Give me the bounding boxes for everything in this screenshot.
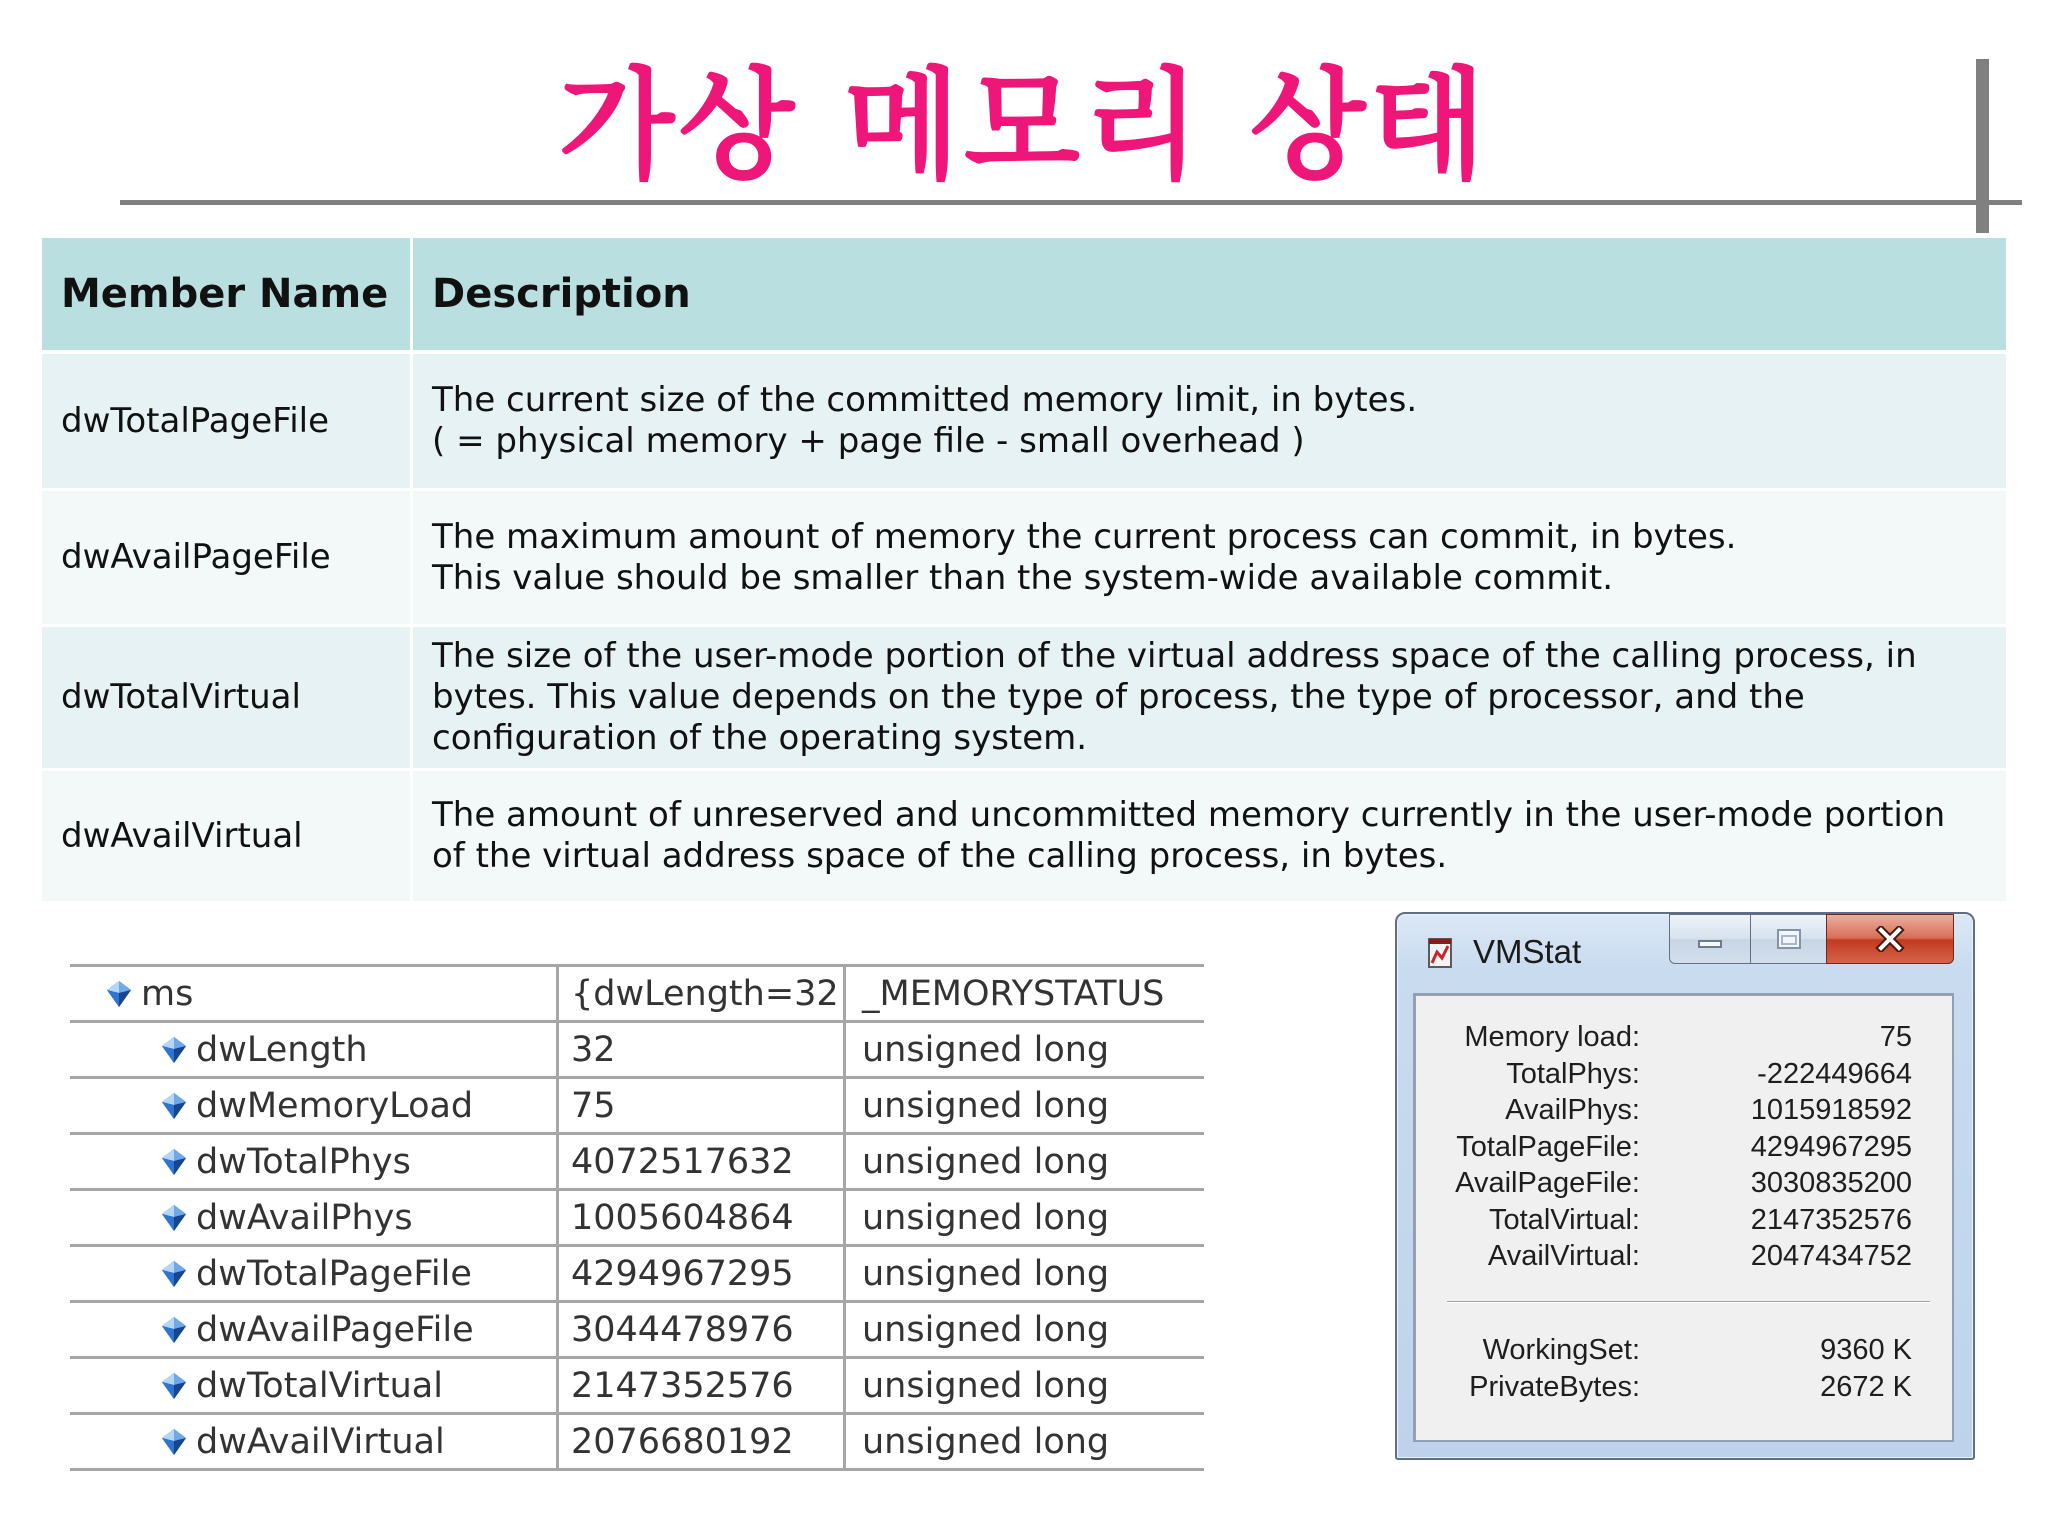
watch-row-dwLength[interactable] [70,1020,1204,1076]
member-description-table [42,238,2006,901]
stat-row-total-virtual [1415,1202,1952,1239]
watch-name-cell [70,1359,559,1412]
stat-value: 2147352576 [1750,1203,1912,1236]
member-description-cell [413,491,2006,624]
stat-label: TotalPageFile: [1456,1130,1640,1163]
description-line: configuration of the operating system. [432,718,1088,758]
watch-variable-icon [159,1147,189,1177]
watch-type-cell: unsigned long [862,1085,1110,1126]
watch-value-cell[interactable]: 3044478976 [559,1303,846,1356]
description-line: The current size of the committed memory limit, in bytes. [432,380,1418,420]
description-line: This value should be smaller than the system-wide available commit. [432,557,1614,598]
watch-row-dwAvailVirtual[interactable] [70,1412,1204,1468]
title-underline-divider [120,200,2022,205]
member-row-dwTotalPageFile [42,354,2006,488]
section-divider [1447,1301,1930,1303]
stat-value: -222449664 [1757,1057,1912,1090]
stat-label: TotalPhys: [1506,1057,1640,1090]
watch-name-cell [70,1079,559,1132]
stat-label: TotalVirtual: [1489,1203,1640,1236]
stat-row-memory-load [1415,1019,1952,1056]
stat-value: 2672 K [1820,1370,1912,1403]
maximize-button[interactable] [1750,914,1827,964]
stat-row-avail-phys [1415,1092,1952,1129]
watch-row-dwTotalPageFile[interactable] [70,1244,1204,1300]
watch-variable-icon [159,1203,189,1233]
description-line: of the virtual address space of the calling process, in bytes. [432,836,1448,876]
watch-row-dwAvailPageFile[interactable] [70,1300,1204,1356]
watch-variable-name: ms [141,973,194,1014]
member-row-dwAvailVirtual [42,771,2006,901]
member-description-cell [413,627,2006,768]
watch-row-dwAvailPhys[interactable] [70,1188,1204,1244]
watch-row-dwTotalPhys[interactable] [70,1132,1204,1188]
stat-label: AvailPhys: [1505,1094,1640,1126]
description-line: ( = physical memory + page file - small overhead ) [432,421,1305,461]
vmstat-client-area [1413,993,1954,1442]
process-memory-list [1415,1332,1952,1405]
description-line: The maximum amount of memory the current process can commit, in bytes. [432,516,1737,557]
watch-variable-name: dwTotalPhys [196,1141,411,1182]
stat-row-private-bytes [1415,1369,1952,1406]
watch-name-cell [70,1303,559,1356]
header-member-name: Member Name [42,238,410,350]
stat-value: 3030835200 [1750,1167,1912,1199]
member-table-header [42,238,2006,350]
stat-row-total-page-file [1415,1129,1952,1166]
window-title: VMStat [1473,933,1582,970]
watch-name-cell [70,1135,559,1188]
watch-value-cell[interactable]: 2147352576 [559,1359,846,1412]
watch-value-cell[interactable]: {dwLength=32 [559,967,846,1020]
stat-label: AvailVirtual: [1487,1240,1640,1272]
member-name-cell: dwTotalPageFile [42,354,410,488]
watch-variable-name: dwTotalVirtual [196,1365,443,1406]
watch-variable-icon [159,1035,189,1065]
minimize-button[interactable] [1669,914,1751,964]
watch-type-cell: unsigned long [862,1197,1110,1238]
watch-row-dwTotalVirtual[interactable] [70,1356,1204,1412]
description-line: The amount of unreserved and uncommitted memory currently in the user-mode portion [432,795,1946,835]
watch-variable-icon [159,1427,189,1457]
watch-name-cell [70,1415,559,1468]
watch-name-cell [70,967,559,1020]
watch-variable-name: dwAvailPageFile [196,1309,474,1350]
watch-type-cell: unsigned long [862,1309,1110,1350]
watch-type-cell: unsigned long [862,1421,1110,1462]
watch-name-cell [70,1023,559,1076]
watch-value-cell[interactable]: 1005604864 [559,1191,846,1244]
vmstat-window [1395,912,1975,1460]
watch-variable-icon [159,1091,189,1121]
watch-value-cell[interactable]: 4294967295 [559,1247,846,1300]
watch-value-cell[interactable]: 2076680192 [559,1415,846,1468]
watch-variable-icon [159,1315,189,1345]
member-name-cell: dwAvailVirtual [42,771,410,901]
watch-variable-name: dwAvailVirtual [196,1421,445,1462]
stat-value: 9360 K [1820,1334,1912,1366]
watch-type-cell: unsigned long [862,1253,1110,1294]
watch-name-cell [70,1247,559,1300]
stat-value: 1015918592 [1750,1094,1912,1126]
watch-name-cell [70,1191,559,1244]
watch-variable-name: dwTotalPageFile [196,1253,472,1294]
watch-variable-name: dwMemoryLoad [196,1085,474,1126]
stat-value: 2047434752 [1750,1240,1912,1272]
watch-variable-name: dwAvailPhys [196,1197,413,1238]
watch-variable-name: dwLength [196,1029,368,1070]
watch-type-cell: _MEMORYSTATUS [862,973,1165,1014]
watch-variable-icon [159,1371,189,1401]
watch-variable-icon [159,1259,189,1289]
title-accent-bar [1976,59,1989,233]
maximize-icon [1776,928,1802,950]
watch-value-cell[interactable]: 32 [559,1023,846,1076]
stat-row-avail-virtual [1415,1238,1952,1275]
watch-value-cell[interactable]: 4072517632 [559,1135,846,1188]
stat-label: PrivateBytes: [1469,1370,1640,1403]
stat-row-working-set [1415,1332,1952,1369]
watch-type-cell: unsigned long [862,1365,1110,1406]
slide-title: 가상 메모리 상태 [558,57,1490,196]
stat-label: Memory load: [1464,1021,1640,1053]
member-row-dwAvailPageFile [42,491,2006,624]
stat-row-avail-page-file [1415,1165,1952,1202]
member-row-dwTotalVirtual [42,627,2006,768]
header-description: Description [413,238,2006,350]
stat-label: AvailPageFile: [1455,1167,1640,1199]
debugger-watch-table [70,964,1204,1471]
watch-type-cell: unsigned long [862,1141,1110,1182]
watch-value-cell[interactable]: 75 [559,1079,846,1132]
close-button[interactable] [1826,914,1954,964]
minimize-icon [1697,927,1723,951]
description-line: The size of the user-mode portion of the virtual address space of the calling process, in [432,636,1917,676]
description-line: bytes. This value depends on the type of process, the type of processor, and the [432,677,1805,717]
member-description-cell [413,771,2006,901]
stat-row-total-phys [1415,1056,1952,1093]
watch-variable-icon [104,979,134,1009]
stat-value: 4294967295 [1750,1130,1912,1163]
stat-value: 75 [1879,1021,1912,1053]
member-name-cell: dwAvailPageFile [42,491,410,624]
stat-label: WorkingSet: [1482,1334,1640,1366]
close-icon [1875,926,1905,952]
watch-row-ms[interactable] [70,964,1204,1020]
watch-row-dwMemoryLoad[interactable] [70,1076,1204,1132]
memory-stats-list [1415,1019,1952,1275]
member-description-cell [413,354,2006,488]
watch-type-cell: unsigned long [862,1029,1110,1070]
member-name-cell: dwTotalVirtual [42,627,410,768]
vmstat-app-icon[interactable] [1426,936,1454,970]
